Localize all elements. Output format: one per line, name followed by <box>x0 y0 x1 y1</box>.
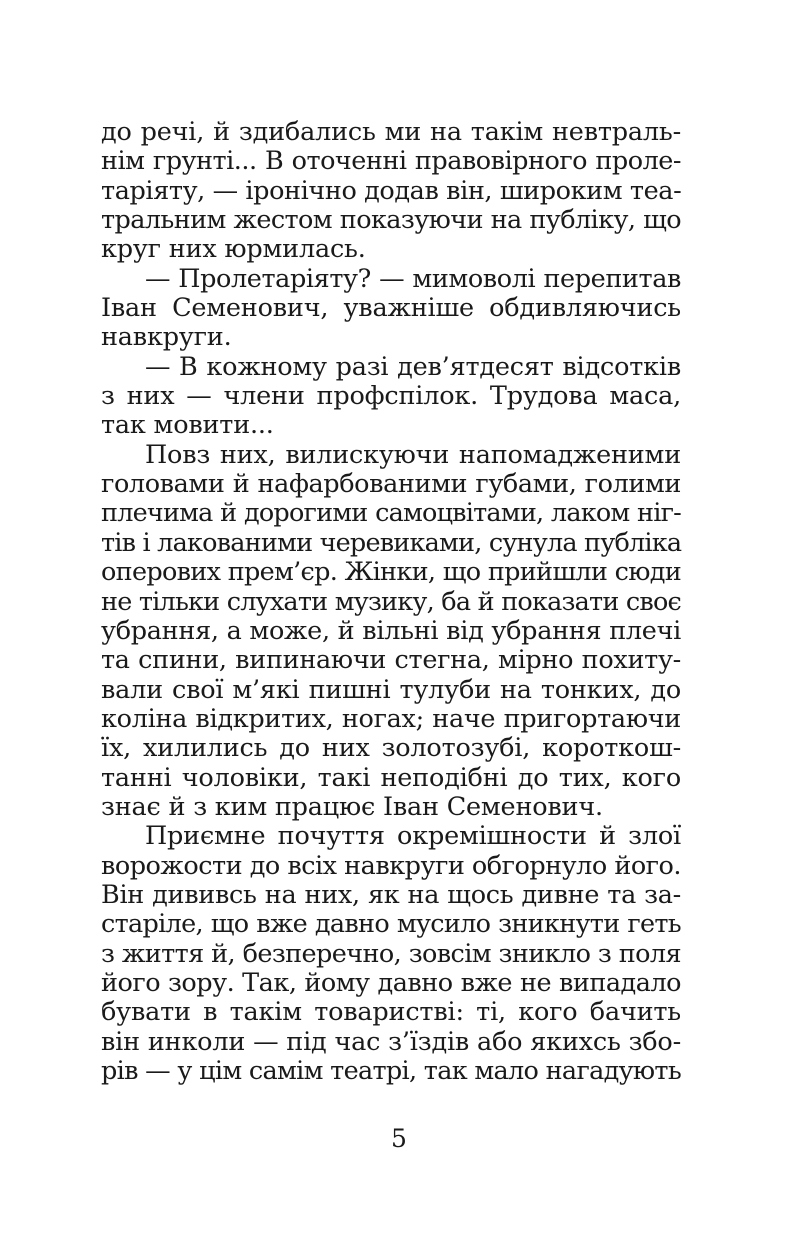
text-line: таріяту, — іронічно додав він, широким теа- <box>101 175 682 206</box>
text-line: ворожости до всіх навкруги обгорнуло його. <box>101 850 681 881</box>
paragraph-1 <box>101 118 681 265</box>
text-line: — Пролетаріяту? — мимоволі перепитав <box>145 263 681 294</box>
page-number: 5 <box>391 1124 407 1153</box>
text-line: бувати в такім товаристві: ті, кого бачить <box>101 997 681 1028</box>
text-line: рів — у цім самім театрі, так мало нагадують <box>101 1056 681 1086</box>
text-line: Приємне почуття окремішности й злої <box>145 821 681 852</box>
text-line: до речі, й здибались ми на такім невтраль- <box>101 117 681 147</box>
text-line: круг них юрмилась. <box>101 234 366 265</box>
text-line: навкруги. <box>101 322 232 353</box>
text-line: з них — члени профспілок. Трудова маса, <box>101 381 681 412</box>
text-line: танні чоловіки, такі неподібні до тих, кого <box>101 762 681 793</box>
text-line: їх, хилились до них золотозубі, короткош- <box>101 733 681 764</box>
text-line: Іван Семенович, уважніше обдивляючись <box>101 293 681 324</box>
text-line: головами й нафарбованими губами, голими <box>101 469 681 500</box>
text-line: старіле, що вже давно мусило зникнути геть <box>101 909 681 940</box>
text-line: — В кожному разі дев’ятдесят відсотків <box>145 351 681 382</box>
paragraph-3 <box>101 353 681 441</box>
paragraph-2 <box>101 265 681 353</box>
text-line: він инколи — під час з’їздів або якихсь збо- <box>101 1026 681 1057</box>
text-line: знає й з ким працює Іван Семенович. <box>101 791 603 822</box>
text-line: Повз них, вилискуючи напомадженими <box>145 439 681 470</box>
text-line: так мовити... <box>101 410 274 441</box>
text-line: нім грунті... В оточенні правовірного проле- <box>101 146 681 177</box>
paragraph-4 <box>101 441 681 822</box>
text-line: коліна відкритих, ногах; наче пригортаючи <box>101 703 681 734</box>
text-line: оперових прем’єр. Жінки, що прийшли сюди <box>101 557 681 588</box>
paragraph-5 <box>101 822 681 1086</box>
text-line: тів і лакованими черевиками, сунула публіка <box>101 527 682 558</box>
text-line: плечима й дорогими самоцвітами, лаком ніг- <box>101 498 681 529</box>
text-line: тральним жестом показуючи на публіку, що <box>101 205 681 236</box>
text-line: вали свої м’які пишні тулуби на тонких, до <box>101 674 681 705</box>
text-line: з життя й, безперечно, зовсім зникло з поля <box>101 938 681 969</box>
text-line: Він дививсь на них, як на щось дивне та за- <box>101 879 681 910</box>
text-line: убрання, а може, й вільні від убрання плечі <box>101 615 681 646</box>
text-line: не тільки слухати музику, ба й показати своє <box>101 586 681 617</box>
body-text <box>101 118 681 1086</box>
text-line: його зору. Так, йому давно вже не випадало <box>101 967 681 998</box>
text-line: та спини, випинаючи стегна, мірно похиту- <box>101 645 681 676</box>
